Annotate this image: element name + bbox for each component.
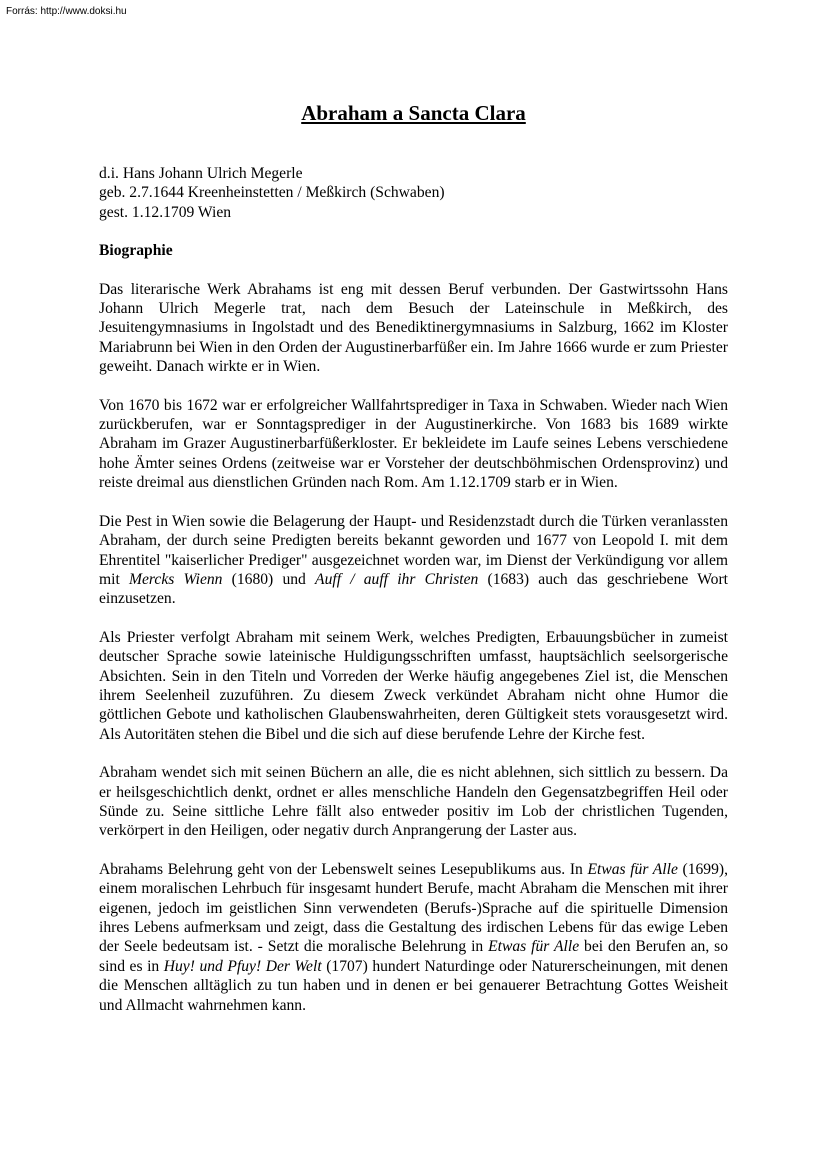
paragraph-2: Von 1670 bis 1672 war er erfolgreicher Wallfahrtsprediger in Taxa in Schwaben. Wieder nach Wien zurückberufen, war er Sonntagsprediger in der Augustinerkirche. Von 1683 bis 1689 wirkte Abraham im Grazer Augustinerbarfüßerkloster. Er bekleidete im Laufe seines Lebens verschiedene hohe Ämter seines Ordens (zeitweise war er Vorsteher der deutschböhmischen Ordensprovinz) und reiste dreimal aus dienstlichen Gründen nach Rom. Am 1.12.1709 starb er in Wien.	[99, 396, 728, 492]
work-title-huy-und-pfuy: Huy! und Pfuy! Der Welt	[163, 957, 322, 975]
page-title: Abraham a Sancta Clara	[301, 101, 526, 125]
paragraph-3-text-3: (1683) auch das geschriebene Wort einzusetzen.	[99, 570, 728, 608]
paragraph-6-text-1: Abrahams Belehrung geht von der Lebenswelt seines Lesepublikums aus. In	[99, 860, 588, 878]
paragraph-6-text-4: (1707) hundert Naturdinge oder Naturerscheinungen, mit denen die Menschen alltäglich zu tun haben und in denen er bei genauerer Betrachtung Gottes Weisheit und Allmacht wahrnehmen kann.	[99, 957, 729, 1014]
paragraph-3	[99, 512, 728, 609]
source-line: Forrás: http://www.doksi.hu	[6, 6, 127, 17]
paragraph-3-text-1: Die Pest in Wien sowie die Belagerung der Haupt- und Residenzstadt durch die Türken veranlassten Abraham, der durch seine Predigten bereits bekannt geworden und 1677 von Leopold I. mit dem Ehrentitel "kaiserlicher Prediger" ausgezeichnet worden war, im Dienst der Verkündigung vor allem mit	[99, 512, 728, 588]
document-body	[99, 164, 728, 1034]
work-title-etwas-fuer-alle-2: Etwas für Alle	[488, 938, 580, 956]
section-heading-biographie: Biographie	[99, 242, 173, 260]
paragraph-4: Als Priester verfolgt Abraham mit seinem Werk, welches Predigten, Erbauungsbücher in zumeist deutscher Sprache sowie lateinische Huldigungsschriften umfasst, hauptsächlich seelsorgerische Absichten. Sein in den Titeln und Vorreden der Werke häufig angegebenes Ziel ist, die Menschen ihrem Seelenheil zuzuführen. Zu diesem Zweck verkündet Abraham nicht ohne Humor die göttlichen Gebote und katholischen Glaubenswahrheiten, deren Gültigkeit stets vorausgesetzt wird. Als Autoritäten stehen die Bibel und die sich auf diese berufende Lehre der Kirche fest.	[99, 628, 728, 743]
work-title-auff-auff: Auff / auff ihr Christen	[315, 570, 479, 588]
paragraph-6-text-3: bei den Berufen an, so sind es in	[99, 938, 728, 975]
paragraph-6	[99, 860, 728, 1015]
paragraph-1: Das literarische Werk Abrahams ist eng mit dessen Beruf verbunden. Der Gastwirtssohn Hans Johann Ulrich Megerle trat, nach dem Besuch der Lateinschule in Meßkirch, des Jesuitengymnasiums in Ingolstadt und des Benediktinergymnasiums in Salzburg, 1662 im Kloster Mariabrunn bei Wien in den Orden der Augustinerbarfüßer ein. Im Jahre 1666 wurde er zum Priester geweiht. Danach wirkte er in Wien.	[99, 280, 728, 376]
paragraph-5: Abraham wendet sich mit seinen Büchern an alle, die es nicht ablehnen, sich sittlich zu bessern. Da er heilsgeschichtlich denkt, ordnet er alles menschliche Handeln den Gegensatzbegriffen Heil oder Sünde zu. Seine sittliche Lehre fällt also entweder positiv im Lob der christlichen Tugenden, verkörpert in den Heiligen, oder negativ durch Anprangerung der Laster aus.	[99, 764, 728, 840]
meta-birth: geb. 2.7.1644 Kreenheinstetten / Meßkirch (Schwaben)	[99, 184, 445, 202]
work-title-etwas-fuer-alle: Etwas für Alle	[587, 860, 678, 878]
paragraph-6-text-2: (1699), einem moralischen Lehrbuch für insgesamt hundert Berufe, macht Abraham die Menschen mit ihrer eigenen, jedoch im geistlichen Sinn verwendeten (Berufs-)Sprache auf die spirituelle Dimension ihres Lebens aufmerksam und zeigt, dass die Gestaltung des irdischen Lebens für das ewige Leben der Seele bedeutsam ist. - Setzt die moralische Belehrung in	[99, 860, 728, 956]
meta-death: gest. 1.12.1709 Wien	[99, 203, 232, 221]
meta-alias: d.i. Hans Johann Ulrich Megerle	[99, 165, 303, 182]
work-title-mercks-wienn: Mercks Wienn	[129, 570, 223, 588]
paragraph-3-text-2: (1680) und	[222, 570, 316, 588]
